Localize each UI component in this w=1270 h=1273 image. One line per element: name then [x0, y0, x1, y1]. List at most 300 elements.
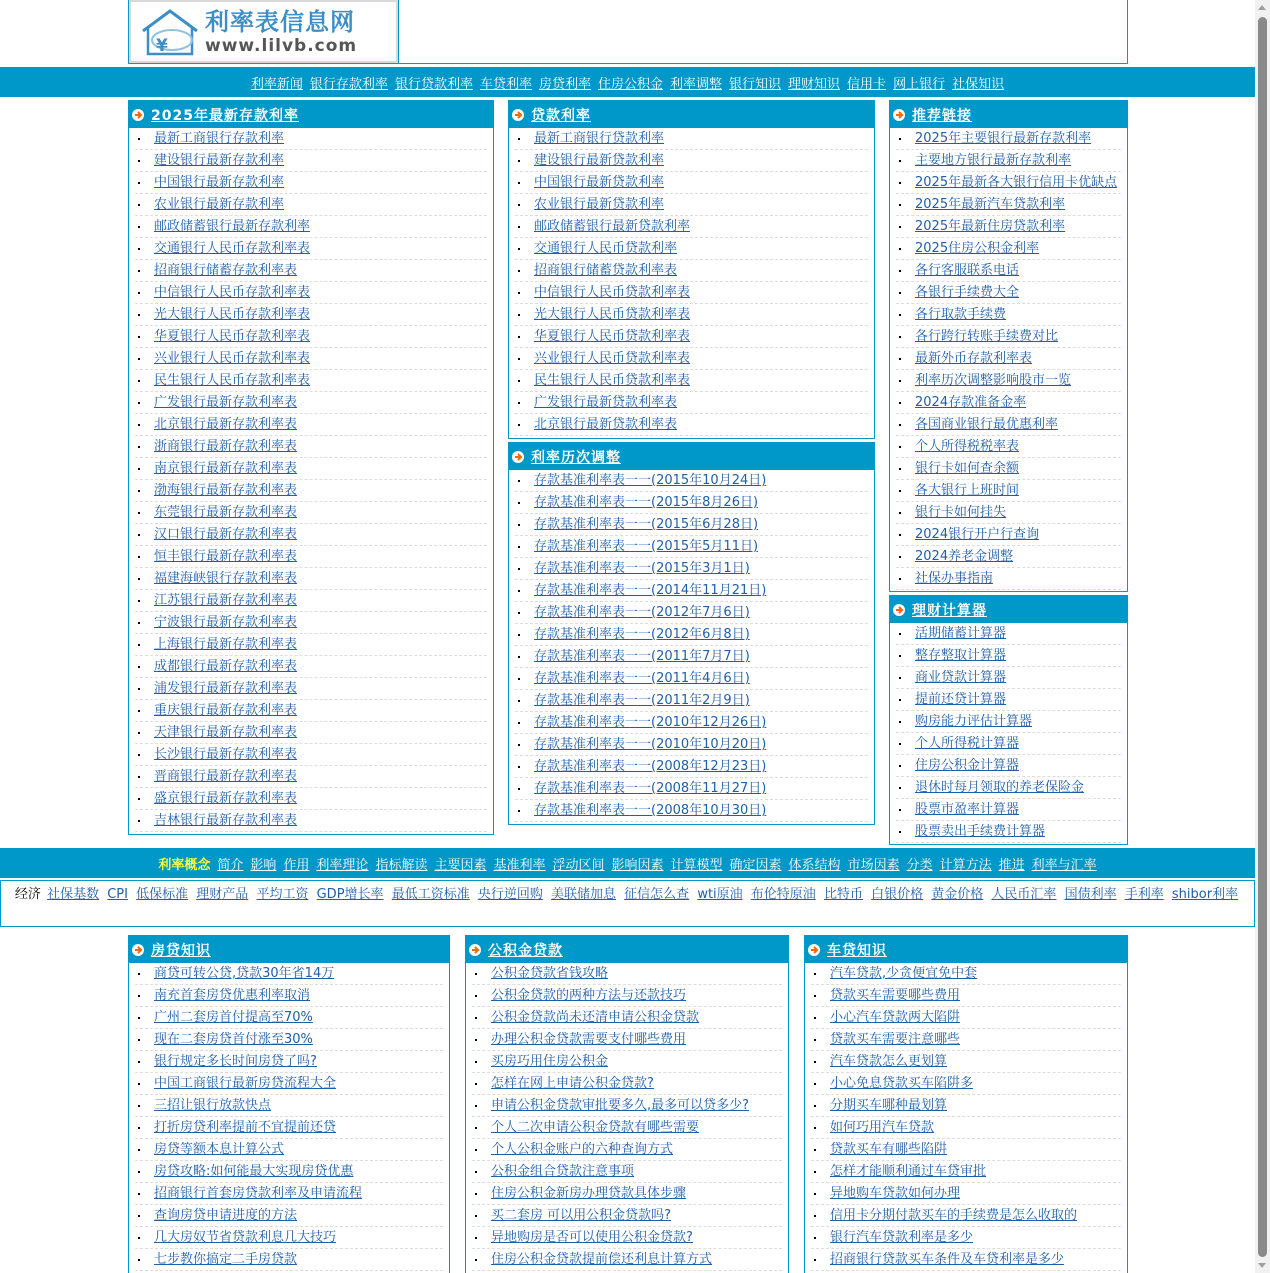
list-item-link[interactable]: 中国银行最新存款利率 — [154, 175, 285, 190]
list-item-link[interactable]: 华夏银行人民币贷款利率表 — [534, 329, 691, 344]
list-item-link[interactable]: 公积金组合贷款注意事项 — [491, 1164, 635, 1179]
top-navigation — [0, 67, 1255, 97]
house-piggybank-icon — [139, 7, 201, 57]
nav-bank-loan-rate[interactable]: 银行贷款利率 — [394, 76, 473, 92]
nav-housing-fund[interactable]: 住房公积金 — [597, 76, 663, 92]
economy-link[interactable]: CPI — [107, 887, 128, 902]
list-item-link[interactable]: 活期储蓄计算器 — [915, 626, 1007, 641]
list-item-link[interactable]: 盛京银行最新存款利率表 — [154, 791, 298, 806]
list-item — [896, 348, 1121, 370]
list-item-link[interactable]: 贷款买车有哪些陷阱 — [830, 1142, 948, 1157]
list-item-link[interactable]: 个人二次申请公积金贷款有哪些需要 — [491, 1120, 700, 1135]
list-item-link[interactable]: 2025年最新住房贷款利率 — [915, 219, 1066, 234]
section-title-link[interactable]: 理财计算器 — [912, 602, 987, 619]
list-item-link[interactable]: 个人所得税计算器 — [915, 736, 1020, 751]
list-item-link[interactable]: 存款基准利率表一一(2011年2月9日) — [534, 693, 750, 708]
link-list — [890, 128, 1127, 590]
list-item — [896, 689, 1121, 711]
economy-link[interactable]: 黄金价格 — [931, 887, 984, 902]
bullet-icon — [814, 973, 816, 975]
economy-link[interactable]: 白银价格 — [871, 887, 924, 902]
list-item-link[interactable]: 存款基准利率表一一(2012年7月6日) — [534, 605, 750, 620]
list-item-link[interactable]: 兴业银行人民币存款利率表 — [154, 351, 311, 366]
list-item-link[interactable]: 光大银行人民币存款利率表 — [154, 307, 311, 322]
bullet-icon — [138, 556, 140, 558]
list-item — [896, 645, 1121, 667]
concept-link[interactable]: 利率与汇率 — [1031, 857, 1097, 873]
bullet-icon — [518, 226, 520, 228]
list-item-link[interactable]: 信用卡分期付款买车的手续费是怎么收取的 — [830, 1208, 1078, 1223]
list-item-link[interactable]: 各银行手续费大全 — [915, 285, 1020, 300]
list-item-link[interactable]: 现在二套房贷首付涨至30% — [154, 1032, 313, 1047]
list-item-link[interactable]: 房贷等额本息计算公式 — [154, 1142, 285, 1157]
list-item-link[interactable]: 各大银行上班时间 — [915, 483, 1020, 498]
list-item — [811, 1205, 1121, 1227]
list-item-link[interactable]: 汉口银行最新存款利率表 — [154, 527, 298, 542]
list-item-link[interactable]: 存款基准利率表一一(2011年4月6日) — [534, 671, 750, 686]
section-recommended-links — [889, 100, 1128, 592]
list-item-link[interactable]: 广发银行最新贷款利率表 — [534, 395, 678, 410]
nav-mortgage-rate[interactable]: 房贷利率 — [538, 76, 591, 92]
list-item-link[interactable]: 如何巧用汽车贷款 — [830, 1120, 935, 1135]
list-item-link[interactable]: 公积金贷款的两种方法与还款技巧 — [491, 988, 687, 1003]
list-item — [811, 1007, 1121, 1029]
list-item-link[interactable]: 天津银行最新存款利率表 — [154, 725, 298, 740]
list-item-link[interactable]: 存款基准利率表一一(2012年6月8日) — [534, 627, 750, 642]
economy-link[interactable]: 手利率 — [1124, 887, 1164, 902]
list-item — [135, 810, 487, 832]
list-item — [515, 216, 868, 238]
list-item-link[interactable]: 股票卖出手续费计算器 — [915, 824, 1046, 839]
list-item-link[interactable]: 2024养老金调整 — [915, 549, 1014, 564]
list-item-link[interactable]: 农业银行最新存款利率 — [154, 197, 285, 212]
nav-car-loan-rate[interactable]: 车贷利率 — [479, 76, 532, 92]
list-item — [135, 568, 487, 590]
section-header — [466, 936, 788, 963]
list-item-link[interactable]: 房贷攻略:如何能最大实现房贷优惠 — [154, 1164, 354, 1179]
list-item-link[interactable]: 各行取款手续费 — [915, 307, 1007, 322]
concept-link[interactable]: 利率理论 — [316, 857, 369, 873]
concept-link[interactable]: 分类 — [906, 857, 933, 873]
bullet-icon — [475, 1215, 477, 1217]
arrow-right-circle-icon — [893, 604, 905, 616]
list-item — [896, 282, 1121, 304]
scroll-thumb[interactable] — [1258, 17, 1267, 1257]
scroll-down-arrow-icon[interactable] — [1258, 1263, 1266, 1268]
concept-link[interactable]: 计算模型 — [670, 857, 723, 873]
concept-link[interactable]: 推进 — [998, 857, 1025, 873]
list-item-link[interactable]: 最新工商银行贷款利率 — [534, 131, 665, 146]
section-title-link[interactable]: 2025年最新存款利率 — [151, 107, 299, 124]
list-item-link[interactable]: 异地购房是否可以使用公积金贷款? — [491, 1230, 693, 1245]
list-item — [472, 1249, 782, 1271]
concept-link[interactable]: 指标解读 — [375, 857, 428, 873]
list-item-link[interactable]: 招商银行首套房贷款利率及申请流程 — [154, 1186, 363, 1201]
site-logo[interactable] — [129, 0, 398, 63]
list-item — [811, 1073, 1121, 1095]
bullet-icon — [899, 314, 901, 316]
list-item-link[interactable]: 华夏银行人民币存款利率表 — [154, 329, 311, 344]
list-item-link[interactable]: 贷款买车需要哪些费用 — [830, 988, 961, 1003]
list-item-link[interactable]: 成都银行最新存款利率表 — [154, 659, 298, 674]
list-item-link[interactable]: 建设银行最新贷款利率 — [534, 153, 665, 168]
list-item-link[interactable]: 小心免息贷款买车陷阱多 — [830, 1076, 974, 1091]
list-item — [135, 656, 487, 678]
bullet-icon — [899, 226, 901, 228]
bullet-icon — [518, 424, 520, 426]
section-title-link[interactable]: 公积金贷款 — [488, 942, 563, 959]
list-item-link[interactable]: 上海银行最新存款利率表 — [154, 637, 298, 652]
vertical-scrollbar[interactable] — [1255, 0, 1270, 1273]
list-item-link[interactable]: 申请公积金贷款审批要多久,最多可以贷多少? — [491, 1098, 750, 1113]
list-item-link[interactable]: 浙商银行最新存款利率表 — [154, 439, 298, 454]
list-item-link[interactable]: 提前还贷计算器 — [915, 692, 1007, 707]
economy-link[interactable]: GDP增长率 — [316, 887, 384, 902]
bullet-icon — [138, 490, 140, 492]
economy-link[interactable]: 人民币汇率 — [991, 887, 1057, 902]
list-item — [811, 1227, 1121, 1249]
concept-link[interactable]: 基准利率 — [493, 857, 546, 873]
list-item-link[interactable]: 最新外币存款利率表 — [915, 351, 1033, 366]
section-header — [805, 936, 1127, 963]
list-item-link[interactable]: 交通银行人民币存款利率表 — [154, 241, 311, 256]
rate-concept-bar — [0, 848, 1255, 878]
list-item-link[interactable]: 南充首套房贷优惠利率取消 — [154, 988, 311, 1003]
list-item-link[interactable]: 各国商业银行最优惠利率 — [915, 417, 1059, 432]
bullet-icon — [475, 1259, 477, 1261]
list-item — [135, 502, 487, 524]
economy-link[interactable]: 比特币 — [823, 887, 863, 902]
bullet-icon — [814, 1039, 816, 1041]
list-item — [896, 172, 1121, 194]
list-item-link[interactable]: 存款基准利率表一一(2008年10月30日) — [534, 803, 767, 818]
concept-link[interactable]: 体系结构 — [788, 857, 841, 873]
list-item-link[interactable]: 恒丰银行最新存款利率表 — [154, 549, 298, 564]
concept-link[interactable]: 影响因素 — [611, 857, 664, 873]
list-item-link[interactable]: 2025年最新各大银行信用卡优缺点 — [915, 175, 1118, 190]
list-item-link[interactable]: 存款基准利率表一一(2010年12月26日) — [534, 715, 767, 730]
bullet-icon — [138, 182, 140, 184]
list-item-link[interactable]: 浦发银行最新存款利率表 — [154, 681, 298, 696]
list-item — [896, 304, 1121, 326]
section-title-link[interactable]: 推荐链接 — [912, 107, 972, 124]
list-item — [135, 524, 487, 546]
economy-link[interactable]: 征信怎么查 — [624, 887, 690, 902]
list-item-link[interactable]: 存款基准利率表一一(2010年10月20日) — [534, 737, 767, 752]
list-item-link[interactable]: 存款基准利率表一一(2008年12月23日) — [534, 759, 767, 774]
list-item-link[interactable]: 民生银行人民币贷款利率表 — [534, 373, 691, 388]
list-item-link[interactable]: 存款基准利率表一一(2008年11月27日) — [534, 781, 767, 796]
list-item-link[interactable]: 2025年主要银行最新存款利率 — [915, 131, 1092, 146]
list-item — [811, 963, 1121, 985]
list-item — [896, 150, 1121, 172]
section-header — [509, 101, 874, 128]
list-item-link[interactable]: 银行规定多长时间房贷了吗? — [154, 1054, 317, 1069]
economy-link[interactable]: shibor利率 — [1171, 887, 1239, 902]
list-item-link[interactable]: 中国工商银行最新房贷流程大全 — [154, 1076, 337, 1091]
list-item-link[interactable]: 异地购车贷款如何办理 — [830, 1186, 961, 1201]
list-item-link[interactable]: 银行汽车贷款利率是多少 — [830, 1230, 974, 1245]
list-item-link[interactable]: 商业贷款计算器 — [915, 670, 1007, 685]
section-housing-fund-loan — [465, 935, 789, 1273]
list-item — [896, 502, 1121, 524]
list-item-link[interactable]: 存款基准利率表一一(2015年5月11日) — [534, 539, 759, 554]
link-list — [890, 623, 1127, 843]
list-item-link[interactable]: 住房公积金新房办理贷款具体步骤 — [491, 1186, 687, 1201]
list-item-link[interactable]: 汽车贷款,少贪便宜免中套 — [830, 966, 978, 981]
list-item — [472, 1029, 782, 1051]
list-item-link[interactable]: 个人公积金账户的六种查询方式 — [491, 1142, 674, 1157]
list-item-link[interactable]: 南京银行最新存款利率表 — [154, 461, 298, 476]
list-item — [515, 800, 868, 822]
list-item-link[interactable]: 商贷可转公贷,贷款30年省14万 — [154, 966, 335, 981]
list-item-link[interactable]: 民生银行人民币存款利率表 — [154, 373, 311, 388]
bullet-icon — [138, 248, 140, 250]
bullet-icon — [518, 182, 520, 184]
list-item-link[interactable]: 分期买车哪种最划算 — [830, 1098, 948, 1113]
nav-credit-card[interactable]: 信用卡 — [847, 76, 887, 92]
list-item-link[interactable]: 建设银行最新存款利率 — [154, 153, 285, 168]
list-item — [515, 646, 868, 668]
list-item — [135, 458, 487, 480]
nav-social-security[interactable]: 社保知识 — [952, 76, 1005, 92]
list-item-link[interactable]: 福建海峡银行存款利率表 — [154, 571, 298, 586]
list-item-link[interactable]: 查询房贷申请进度的方法 — [154, 1208, 298, 1223]
list-item-link[interactable]: 宁波银行最新存款利率表 — [154, 615, 298, 630]
list-item-link[interactable]: 北京银行最新贷款利率表 — [534, 417, 678, 432]
nav-bank-deposit-rate[interactable]: 银行存款利率 — [309, 76, 388, 92]
list-item — [515, 514, 868, 536]
list-item-link[interactable]: 银行卡如何查余额 — [915, 461, 1020, 476]
list-item — [515, 492, 868, 514]
list-item-link[interactable]: 广发银行最新存款利率表 — [154, 395, 298, 410]
list-item — [472, 1073, 782, 1095]
bullet-icon — [138, 446, 140, 448]
bullet-icon — [899, 248, 901, 250]
list-item-link[interactable]: 贷款买车需要注意哪些 — [830, 1032, 961, 1047]
list-item — [811, 1161, 1121, 1183]
list-item — [472, 1007, 782, 1029]
bullet-icon — [518, 634, 520, 636]
list-item-link[interactable]: 银行卡如何挂失 — [915, 505, 1007, 520]
concept-link[interactable]: 确定因素 — [729, 857, 782, 873]
list-item-link[interactable]: 汽车贷款怎么更划算 — [830, 1054, 948, 1069]
economy-link[interactable]: 低保标准 — [136, 887, 189, 902]
bullet-icon — [899, 336, 901, 338]
concept-link[interactable]: 主要因素 — [434, 857, 487, 873]
list-item-link[interactable]: 整存整取计算器 — [915, 648, 1007, 663]
list-item — [515, 172, 868, 194]
bullet-icon — [899, 556, 901, 558]
list-item — [135, 238, 487, 260]
list-item-link[interactable]: 个人所得税税率表 — [915, 439, 1020, 454]
list-item — [515, 348, 868, 370]
bullet-icon — [138, 776, 140, 778]
list-item-link[interactable]: 2025年最新汽车贷款利率 — [915, 197, 1066, 212]
list-item-link[interactable]: 主要地方银行最新存款利率 — [915, 153, 1072, 168]
list-item — [135, 722, 487, 744]
section-title-link[interactable]: 车贷知识 — [827, 942, 887, 959]
bullet-icon — [138, 710, 140, 712]
list-item-link[interactable]: 存款基准利率表一一(2015年3月1日) — [534, 561, 750, 576]
list-item-link[interactable]: 存款基准利率表一一(2015年8月26日) — [534, 495, 759, 510]
list-item — [472, 963, 782, 985]
concept-link[interactable]: 浮动区间 — [552, 857, 605, 873]
list-item-link[interactable]: 中国银行最新贷款利率 — [534, 175, 665, 190]
list-item-link[interactable]: 购房能力评估计算器 — [915, 714, 1033, 729]
bullet-icon — [518, 358, 520, 360]
list-item-link[interactable]: 中信银行人民币贷款利率表 — [534, 285, 691, 300]
list-item — [515, 712, 868, 734]
list-item-link[interactable]: 住房公积金计算器 — [915, 758, 1020, 773]
economy-link[interactable]: 美联储加息 — [551, 887, 617, 902]
list-item-link[interactable]: 2024存款准备金率 — [915, 395, 1027, 410]
list-item-link[interactable]: 兴业银行人民币贷款利率表 — [534, 351, 691, 366]
economy-link[interactable]: 布伦特原油 — [750, 887, 816, 902]
list-item-link[interactable]: 北京银行最新存款利率表 — [154, 417, 298, 432]
nav-online-banking[interactable]: 网上银行 — [893, 76, 946, 92]
list-item — [135, 370, 487, 392]
list-item-link[interactable]: 长沙银行最新存款利率表 — [154, 747, 298, 762]
economy-link[interactable]: 社保基数 — [47, 887, 100, 902]
scroll-up-arrow-icon[interactable] — [1258, 5, 1266, 10]
economy-link[interactable]: wti原油 — [697, 887, 743, 902]
bullet-icon — [518, 590, 520, 592]
list-item — [515, 536, 868, 558]
concept-link[interactable]: 简介 — [217, 857, 244, 873]
list-item — [896, 546, 1121, 568]
list-item-link[interactable]: 公积金贷款省钱攻略 — [491, 966, 609, 981]
list-item-link[interactable]: 招商银行储蓄存款利率表 — [154, 263, 298, 278]
list-item-link[interactable]: 2025住房公积金利率 — [915, 241, 1040, 256]
list-item-link[interactable]: 退休时每月领取的养老保险金 — [915, 780, 1085, 795]
nav-bank-knowledge[interactable]: 银行知识 — [729, 76, 782, 92]
concept-link[interactable]: 作用 — [283, 857, 310, 873]
list-item-link[interactable]: 最新工商银行存款利率 — [154, 131, 285, 146]
list-item-link[interactable]: 公积金贷款尚未还清申请公积金贷款 — [491, 1010, 700, 1025]
nav-rate-news[interactable]: 利率新闻 — [250, 76, 303, 92]
bullet-icon — [899, 743, 901, 745]
list-item-link[interactable]: 存款基准利率表一一(2011年7月7日) — [534, 649, 750, 664]
economy-link[interactable]: 理财产品 — [196, 887, 249, 902]
bullet-icon — [138, 995, 140, 997]
section-title-link[interactable]: 房贷知识 — [151, 942, 211, 959]
list-item — [472, 1227, 782, 1249]
list-item-link[interactable]: 三招让银行放款快点 — [154, 1098, 272, 1113]
economy-link[interactable]: 最低工资标准 — [391, 887, 470, 902]
list-item-link[interactable]: 各行客服联系电话 — [915, 263, 1020, 278]
bullet-icon — [138, 1237, 140, 1239]
list-item — [135, 1095, 443, 1117]
bullet-icon — [518, 402, 520, 404]
list-item-link[interactable]: 股票市盈率计算器 — [915, 802, 1020, 817]
list-item-link[interactable]: 买房巧用住房公积金 — [491, 1054, 609, 1069]
section-title-link[interactable]: 利率历次调整 — [531, 449, 621, 466]
bullet-icon — [899, 809, 901, 811]
bullet-icon — [475, 1017, 477, 1019]
list-item-link[interactable]: 存款基准利率表一一(2014年11月21日) — [534, 583, 767, 598]
bullet-icon — [138, 1193, 140, 1195]
bullet-icon — [899, 721, 901, 723]
list-item — [896, 128, 1121, 150]
list-item-link[interactable]: 东莞银行最新存款利率表 — [154, 505, 298, 520]
list-item-link[interactable]: 各行跨行转账手续费对比 — [915, 329, 1059, 344]
list-item-link[interactable]: 中信银行人民币存款利率表 — [154, 285, 311, 300]
list-item-link[interactable]: 招商银行储蓄贷款利率表 — [534, 263, 678, 278]
list-item-link[interactable]: 怎样才能顺利通过车贷审批 — [830, 1164, 987, 1179]
list-item — [135, 1161, 443, 1183]
list-item-link[interactable]: 利率历次调整影响股市一览 — [915, 373, 1072, 388]
list-item — [896, 238, 1121, 260]
list-item-link[interactable]: 存款基准利率表一一(2015年10月24日) — [534, 473, 767, 488]
list-item-link[interactable]: 住房公积金贷款提前偿还利息计算方式 — [491, 1252, 713, 1267]
economy-link[interactable]: 央行逆回购 — [477, 887, 543, 902]
list-item — [472, 985, 782, 1007]
list-item — [515, 370, 868, 392]
list-item-link[interactable]: 存款基准利率表一一(2015年6月28日) — [534, 517, 759, 532]
list-item-link[interactable]: 办理公积金贷款需要支付哪些费用 — [491, 1032, 687, 1047]
concept-link[interactable]: 影响 — [250, 857, 277, 873]
list-item — [135, 546, 487, 568]
economy-link[interactable]: 国债利率 — [1064, 887, 1117, 902]
bullet-icon — [899, 380, 901, 382]
list-item-link[interactable]: 农业银行最新贷款利率 — [534, 197, 665, 212]
bullet-icon — [814, 1017, 816, 1019]
bullet-icon — [475, 1061, 477, 1063]
list-item-link[interactable]: 江苏银行最新存款利率表 — [154, 593, 298, 608]
list-item-link[interactable]: 买二套房 可以用公积金贷款吗? — [491, 1208, 672, 1223]
list-item-link[interactable]: 光大银行人民币贷款利率表 — [534, 307, 691, 322]
list-item-link[interactable]: 打折房贷利率提前不宜提前还贷 — [154, 1120, 337, 1135]
section-header — [129, 936, 449, 963]
list-item-link[interactable]: 2024银行开户行查询 — [915, 527, 1040, 542]
arrow-right-circle-icon — [132, 944, 144, 956]
list-item-link[interactable]: 交通银行人民币贷款利率 — [534, 241, 678, 256]
list-item-link[interactable]: 几大房奴节省贷款利息几大技巧 — [154, 1230, 337, 1245]
nav-rate-adjustment[interactable]: 利率调整 — [670, 76, 723, 92]
list-item-link[interactable]: 晋商银行最新存款利率表 — [154, 769, 298, 784]
link-list — [805, 963, 1127, 1271]
list-item — [515, 260, 868, 282]
concept-link[interactable]: 市场因素 — [847, 857, 900, 873]
list-item — [135, 128, 487, 150]
section-title-link[interactable]: 贷款利率 — [531, 107, 591, 124]
list-item-link[interactable]: 邮政储蓄银行最新存款利率 — [154, 219, 311, 234]
list-item-link[interactable]: 重庆银行最新存款利率表 — [154, 703, 298, 718]
list-item-link[interactable]: 渤海银行最新存款利率表 — [154, 483, 298, 498]
bullet-icon — [518, 678, 520, 680]
list-item-link[interactable]: 吉林银行最新存款利率表 — [154, 813, 298, 828]
bullet-icon — [518, 722, 520, 724]
bullet-icon — [138, 622, 140, 624]
nav-finance-knowledge[interactable]: 理财知识 — [788, 76, 841, 92]
list-item — [896, 733, 1121, 755]
economy-link[interactable]: 平均工资 — [256, 887, 309, 902]
list-item-link[interactable]: 怎样在网上申请公积金贷款? — [491, 1076, 654, 1091]
list-item-link[interactable]: 七步教你搞定二手房贷款 — [154, 1252, 298, 1267]
list-item — [135, 788, 487, 810]
list-item — [811, 1183, 1121, 1205]
concept-link[interactable]: 计算方法 — [939, 857, 992, 873]
link-list — [129, 963, 449, 1271]
list-item-link[interactable]: 小心汽车贷款两大陷阱 — [830, 1010, 961, 1025]
list-item — [515, 756, 868, 778]
list-item-link[interactable]: 广州二套房首付提高至70% — [154, 1010, 313, 1025]
bullet-icon — [814, 1237, 816, 1239]
list-item-link[interactable]: 邮政储蓄银行最新贷款利率 — [534, 219, 691, 234]
list-item-link[interactable]: 社保办事指南 — [915, 571, 994, 586]
list-item-link[interactable]: 招商银行贷款买车条件及车贷利率是多少 — [830, 1252, 1065, 1267]
